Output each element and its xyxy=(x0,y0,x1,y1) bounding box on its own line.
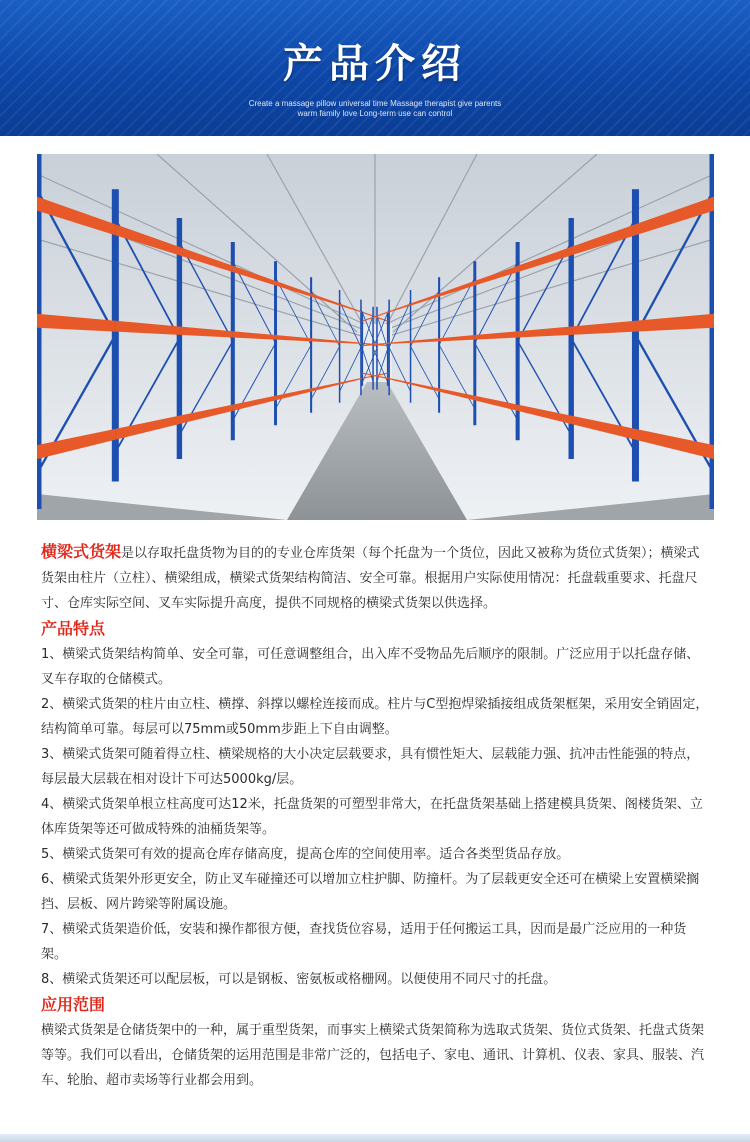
feature-item-1: 1、横梁式货架结构简单、安全可靠，可任意调整组合，出入库不受物品先后顺序的限制。广泛应用于以托盘存储、叉车存取的仓储模式。 xyxy=(41,647,700,687)
bottom-divider xyxy=(0,1134,750,1142)
feature-item-8: 8、横梁式货架还可以配层板，可以是钢板、密氨板或格栅网。以便使用不同尺寸的托盘。 xyxy=(41,972,557,987)
warehouse-racking-photo xyxy=(37,154,714,520)
feature-item-5: 5、横梁式货架可有效的提高仓库存储高度，提高仓库的空间使用率。适合各类型货品存放。 xyxy=(41,847,570,862)
feature-item-6: 6、横梁式货架外形更安全，防止叉车碰撞还可以增加立柱护脚、防撞杆。为了层载更安全还可在横梁上安置横梁搁挡、层板、网片跨梁等附属设施。 xyxy=(41,872,700,912)
features-list xyxy=(41,642,711,992)
header-banner xyxy=(0,0,750,136)
feature-item-4: 4、横梁式货架单根立柱高度可达12米，托盘货架的可塑型非常大，在托盘货架基础上搭建模具货架、阁楼货架、立体库货架等还可做成特殊的油桶货架等。 xyxy=(41,797,703,837)
intro-paragraph xyxy=(41,539,711,616)
feature-item-2: 2、横梁式货架的柱片由立柱、横撑、斜撑以螺栓连接而成。柱片与C型抱焊梁插接组成货架框架，采用安全销固定，结构简单可靠。每层可以75mm或50mm步距上下自由调整。 xyxy=(41,697,709,737)
feature-item-7: 7、横梁式货架造价低，安装和操作都很方便，查找货位容易，适用于任何搬运工具，因而是最广泛应用的一种货架。 xyxy=(41,922,687,962)
application-heading: 应用范围 xyxy=(41,995,106,1014)
warehouse-racking-illustration xyxy=(37,154,714,520)
intro-term: 横梁式货架 xyxy=(41,542,122,561)
intro-text: 是以存取托盘货物为目的的专业仓库货架（每个托盘为一个货位，因此又被称为货位式货架）；横梁式货架由柱片（立柱）、横梁组成，横梁式货架结构简洁、安全可靠。根据用户实际使用情况：托盘载重要求、托盘尺寸、仓库实际空间、叉车实际提升高度，提供不同规格的横梁式货架以供选择。 xyxy=(41,546,700,611)
banner-subtitle xyxy=(0,99,750,119)
features-heading: 产品特点 xyxy=(41,619,106,638)
banner-subtitle-line2: warm family love Long-term use can control xyxy=(297,109,453,118)
article-body xyxy=(41,539,711,1093)
page-title: 产品介绍 xyxy=(283,41,467,87)
application-paragraph: 横梁式货架是仓储货架中的一种，属于重型货架，而事实上横梁式货架简称为选取式货架、货位式货架、托盘式货架等等。我们可以看出，仓储货架的运用范围是非常广泛的，包括电子、家电、通讯、计算机、仪表、家具、服装、汽车、轮胎、超市卖场等行业都会用到。 xyxy=(41,1023,705,1088)
banner-subtitle-line1: Create a massage pillow universal time Massage therapist give parents xyxy=(248,99,502,108)
feature-item-3: 3、横梁式货架可随着得立柱、横梁规格的大小决定层载要求，具有惯性矩大、层载能力强、抗冲击性能强的特点，每层最大层载在相对设计下可达5000kg/层。 xyxy=(41,747,700,787)
